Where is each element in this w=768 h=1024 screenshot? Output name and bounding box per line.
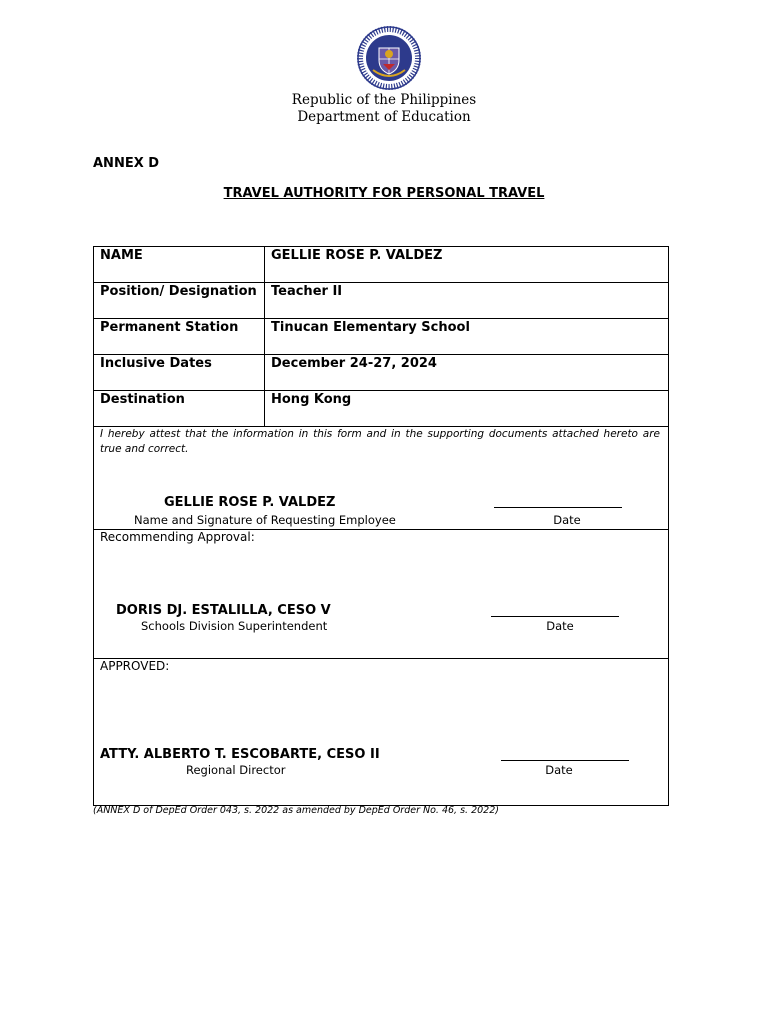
annex-label: ANNEX D: [93, 156, 160, 171]
date-label: Date: [553, 513, 581, 527]
superintendent-caption: Schools Division Superintendent: [141, 619, 328, 633]
name-label: NAME: [94, 247, 265, 283]
date-label: Date: [546, 619, 574, 633]
attestation-section: [93, 427, 669, 530]
footnote: (ANNEX D of DepEd Order 043, s. 2022 as amended by DepEd Order No. 46, s. 2022): [93, 805, 499, 816]
position-label: Position/ Designation: [94, 283, 265, 319]
date-signature-line: [491, 616, 619, 617]
traveler-info-table: [93, 246, 669, 427]
department-heading: Department of Education: [297, 109, 471, 125]
approved-label: APPROVED:: [100, 659, 170, 673]
position-value: Teacher II: [265, 283, 669, 319]
republic-heading: Republic of the Philippines: [291, 92, 477, 108]
deped-seal-icon: [357, 26, 421, 90]
destination-label: Destination: [94, 391, 265, 427]
requesting-employee-caption: Name and Signature of Requesting Employee: [134, 513, 396, 527]
name-value: GELLIE ROSE P. VALDEZ: [265, 247, 669, 283]
station-value: Tinucan Elementary School: [265, 319, 669, 355]
attestation-text: I hereby attest that the information in this form and in the supporting documents attached hereto are true and correct.: [100, 428, 660, 455]
date-label: Date: [545, 763, 573, 777]
recommending-approval-section: [93, 529, 669, 659]
recommending-approval-label: Recommending Approval:: [100, 530, 255, 544]
document-title: TRAVEL AUTHORITY FOR PERSONAL TRAVEL: [223, 186, 545, 201]
table-row: [94, 355, 669, 391]
table-row: [94, 391, 669, 427]
date-signature-line: [494, 507, 622, 508]
approved-section: [93, 658, 669, 806]
table-row: [94, 283, 669, 319]
regional-director-caption: Regional Director: [186, 763, 286, 777]
superintendent-name: DORIS DJ. ESTALILLA, CESO V: [116, 603, 331, 618]
station-label: Permanent Station: [94, 319, 265, 355]
date-signature-line: [501, 760, 629, 761]
destination-value: Hong Kong: [265, 391, 669, 427]
dates-value: December 24-27, 2024: [265, 355, 669, 391]
table-row: [94, 319, 669, 355]
dates-label: Inclusive Dates: [94, 355, 265, 391]
regional-director-name: ATTY. ALBERTO T. ESCOBARTE, CESO II: [100, 747, 380, 762]
requesting-employee-name: GELLIE ROSE P. VALDEZ: [164, 495, 336, 510]
table-row: [94, 247, 669, 283]
